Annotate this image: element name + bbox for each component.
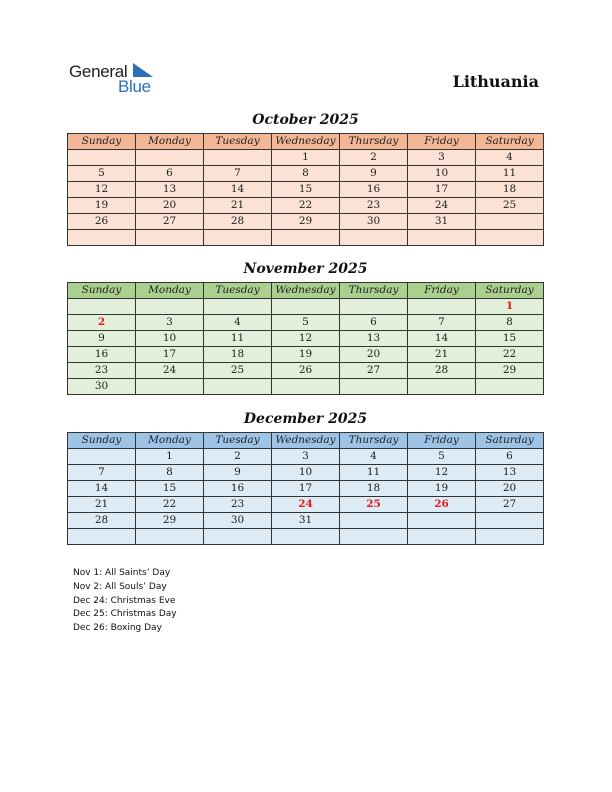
week-row [68,379,544,395]
empty-day-cell [340,513,408,529]
holiday-day-cell: 1 [476,299,544,315]
day-cell: 23 [340,198,408,214]
logo-text-general: General [69,62,128,81]
weekday-wednesday: Wednesday [272,433,340,449]
day-cell: 18 [476,182,544,198]
holiday-list [73,567,177,636]
empty-day-cell [272,230,340,246]
week-row [68,182,544,198]
empty-day-cell [408,513,476,529]
day-cell: 21 [204,198,272,214]
weekday-friday: Friday [408,433,476,449]
generalblue-logo [69,62,169,96]
day-cell: 26 [68,214,136,230]
day-cell: 19 [272,347,340,363]
week-row [68,315,544,331]
empty-day-cell [408,299,476,315]
week-row [68,497,544,513]
day-cell: 20 [136,198,204,214]
empty-day-cell [272,529,340,545]
weekday-thursday: Thursday [340,433,408,449]
day-cell: 16 [68,347,136,363]
empty-day-cell [272,379,340,395]
day-cell: 25 [204,363,272,379]
empty-day-cell [136,529,204,545]
day-cell: 20 [340,347,408,363]
country-title: Lithuania [452,72,539,91]
day-cell: 28 [204,214,272,230]
month-title-october: October 2025 [252,112,359,128]
day-cell: 3 [272,449,340,465]
day-cell: 9 [204,465,272,481]
day-cell: 2 [340,150,408,166]
calendar-october [67,133,544,246]
week-row [68,214,544,230]
day-cell: 6 [476,449,544,465]
weekday-friday: Friday [408,134,476,150]
empty-day-cell [476,230,544,246]
holiday-item: Nov 2: All Souls’ Day [73,581,167,592]
day-cell: 18 [204,347,272,363]
day-cell: 29 [272,214,340,230]
day-cell: 14 [68,481,136,497]
day-cell: 27 [340,363,408,379]
day-cell: 4 [204,315,272,331]
week-row [68,449,544,465]
day-cell: 6 [340,315,408,331]
day-cell: 13 [476,465,544,481]
day-cell: 7 [68,465,136,481]
day-cell: 15 [272,182,340,198]
day-cell: 29 [476,363,544,379]
holiday-day-cell: 26 [408,497,476,513]
week-row [68,150,544,166]
day-cell: 9 [340,166,408,182]
day-cell: 5 [68,166,136,182]
weekday-tuesday: Tuesday [204,283,272,299]
empty-day-cell [204,230,272,246]
logo-triangle-icon [133,63,153,77]
day-cell: 10 [272,465,340,481]
day-cell: 30 [68,379,136,395]
weekday-header-row [68,433,544,449]
calendar-december [67,432,544,545]
day-cell: 29 [136,513,204,529]
empty-day-cell [136,230,204,246]
day-cell: 11 [340,465,408,481]
week-row [68,513,544,529]
weekday-friday: Friday [408,283,476,299]
day-cell: 3 [136,315,204,331]
day-cell: 10 [408,166,476,182]
week-row [68,481,544,497]
day-cell: 21 [408,347,476,363]
day-cell: 1 [272,150,340,166]
empty-day-cell [408,379,476,395]
week-row [68,230,544,246]
day-cell: 20 [476,481,544,497]
empty-day-cell [136,379,204,395]
empty-day-cell [340,299,408,315]
day-cell: 10 [136,331,204,347]
empty-day-cell [204,150,272,166]
day-cell: 28 [408,363,476,379]
day-cell: 21 [68,497,136,513]
day-cell: 22 [476,347,544,363]
week-row [68,347,544,363]
day-cell: 2 [204,449,272,465]
day-cell: 7 [204,166,272,182]
weekday-sunday: Sunday [68,283,136,299]
empty-day-cell [340,379,408,395]
day-cell: 8 [476,315,544,331]
week-row [68,198,544,214]
week-row [68,529,544,545]
holiday-day-cell: 2 [68,315,136,331]
empty-day-cell [408,230,476,246]
day-cell: 7 [408,315,476,331]
day-cell: 15 [476,331,544,347]
day-cell: 1 [136,449,204,465]
weekday-wednesday: Wednesday [272,283,340,299]
day-cell: 11 [204,331,272,347]
day-cell: 18 [340,481,408,497]
empty-day-cell [68,529,136,545]
day-cell: 23 [204,497,272,513]
empty-day-cell [68,299,136,315]
day-cell: 13 [340,331,408,347]
day-cell: 17 [408,182,476,198]
weekday-tuesday: Tuesday [204,433,272,449]
day-cell: 4 [476,150,544,166]
day-cell: 8 [136,465,204,481]
day-cell: 22 [272,198,340,214]
holiday-day-cell: 24 [272,497,340,513]
holiday-item: Dec 26: Boxing Day [73,623,162,634]
empty-day-cell [204,529,272,545]
day-cell: 14 [408,331,476,347]
day-cell: 27 [476,497,544,513]
weekday-sunday: Sunday [68,433,136,449]
empty-day-cell [204,379,272,395]
day-cell: 25 [476,198,544,214]
empty-day-cell [340,529,408,545]
day-cell: 6 [136,166,204,182]
weekday-monday: Monday [136,134,204,150]
day-cell: 5 [408,449,476,465]
day-cell: 16 [204,481,272,497]
day-cell: 17 [136,347,204,363]
day-cell: 16 [340,182,408,198]
month-title-december: December 2025 [243,411,368,427]
weekday-monday: Monday [136,433,204,449]
week-row [68,166,544,182]
day-cell: 30 [204,513,272,529]
empty-day-cell [476,379,544,395]
empty-day-cell [340,230,408,246]
week-row [68,331,544,347]
empty-day-cell [204,299,272,315]
day-cell: 27 [136,214,204,230]
weekday-saturday: Saturday [476,134,544,150]
day-cell: 24 [136,363,204,379]
empty-day-cell [408,529,476,545]
holiday-item: Nov 1: All Saints’ Day [73,568,171,578]
day-cell: 12 [408,465,476,481]
day-cell: 13 [136,182,204,198]
day-cell: 14 [204,182,272,198]
empty-day-cell [68,230,136,246]
weekday-saturday: Saturday [476,283,544,299]
holiday-item: Dec 24: Christmas Eve [73,595,176,606]
logo-text-blue: Blue [118,77,151,96]
calendar-november [67,282,544,395]
day-cell: 19 [408,481,476,497]
day-cell: 15 [136,481,204,497]
day-cell: 9 [68,331,136,347]
day-cell: 12 [272,331,340,347]
day-cell: 19 [68,198,136,214]
day-cell: 17 [272,481,340,497]
day-cell: 23 [68,363,136,379]
holiday-item: Dec 25: Christmas Day [73,609,177,620]
empty-day-cell [68,150,136,166]
weekday-sunday: Sunday [68,134,136,150]
weekday-header-row [68,134,544,150]
weekday-wednesday: Wednesday [272,134,340,150]
day-cell: 28 [68,513,136,529]
weekday-monday: Monday [136,283,204,299]
weekday-saturday: Saturday [476,433,544,449]
weekday-tuesday: Tuesday [204,134,272,150]
day-cell: 30 [340,214,408,230]
day-cell: 24 [408,198,476,214]
day-cell: 5 [272,315,340,331]
empty-day-cell [476,513,544,529]
empty-day-cell [68,449,136,465]
empty-day-cell [272,299,340,315]
weekday-thursday: Thursday [340,283,408,299]
day-cell: 12 [68,182,136,198]
holiday-day-cell: 25 [340,497,408,513]
week-row [68,363,544,379]
day-cell: 11 [476,166,544,182]
day-cell: 26 [272,363,340,379]
weekday-header-row [68,283,544,299]
day-cell: 8 [272,166,340,182]
day-cell: 31 [272,513,340,529]
week-row [68,465,544,481]
weekday-thursday: Thursday [340,134,408,150]
empty-day-cell [476,529,544,545]
empty-day-cell [136,150,204,166]
empty-day-cell [476,214,544,230]
day-cell: 22 [136,497,204,513]
day-cell: 31 [408,214,476,230]
day-cell: 3 [408,150,476,166]
week-row [68,299,544,315]
day-cell: 4 [340,449,408,465]
empty-day-cell [136,299,204,315]
month-title-november: November 2025 [243,261,368,277]
